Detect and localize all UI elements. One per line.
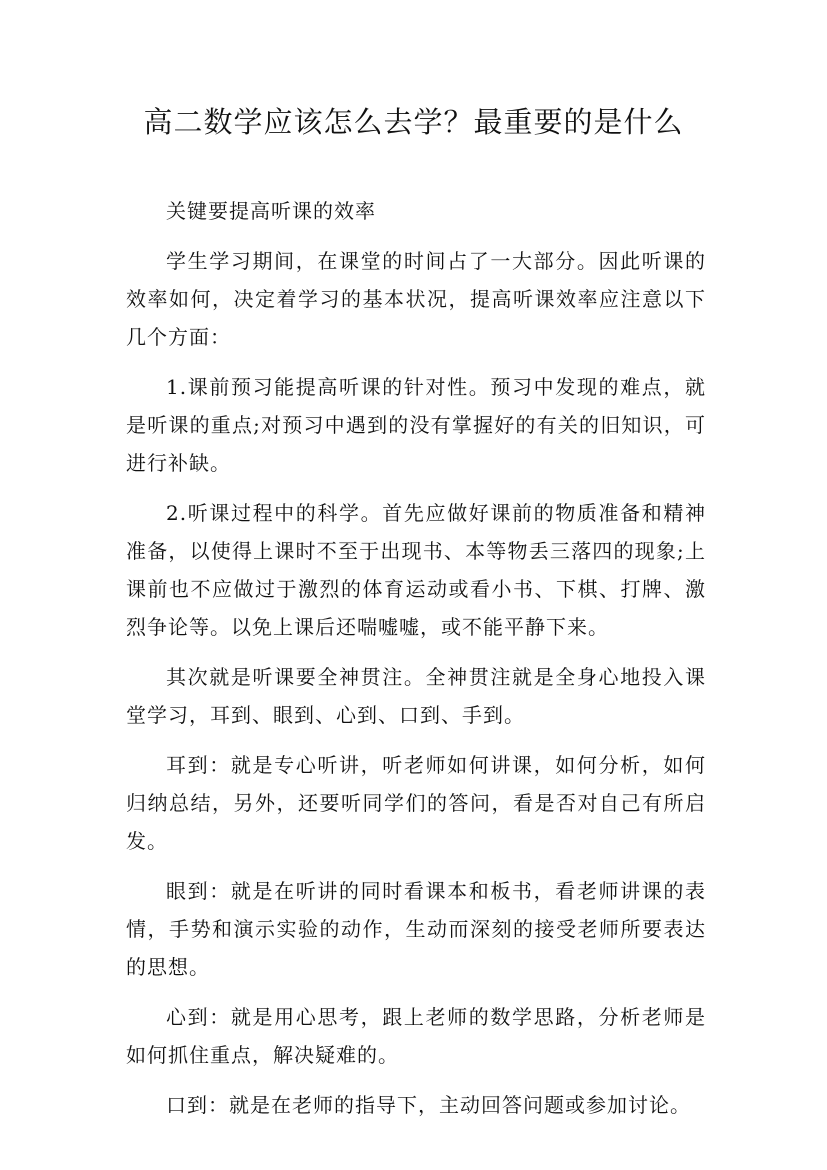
- paragraph: 心到：就是用心思考，跟上老师的数学思路，分析老师是如何抓住重点，解决疑难的。: [126, 1005, 706, 1067]
- paragraph: 1.课前预习能提高听课的针对性。预习中发现的难点，就是听课的重点;对预习中遇到的没有掌握好的有关的旧知识，可进行补缺。: [126, 375, 706, 475]
- paragraph: 学生学习期间，在课堂的时间占了一大部分。因此听课的效率如何，决定着学习的基本状况，提高听课效率应注意以下几个方面：: [126, 249, 706, 349]
- paragraph: 耳到：就是专心听讲，听老师如何讲课，如何分析，如何归纳总结，另外，还要听同学们的答问，看是否对自己有所启发。: [126, 753, 706, 853]
- article-body: [126, 192, 706, 1136]
- paragraph: 眼到：就是在听讲的同时看课本和板书，看老师讲课的表情，手势和演示实验的动作，生动而深刻的接受老师所要表达的思想。: [126, 879, 706, 979]
- paragraph: 口到：就是在老师的指导下，主动回答问题或参加讨论。: [166, 1093, 691, 1117]
- page-title: 高二数学应该怎么去学？最重要的是什么: [143, 105, 684, 139]
- paragraph: 2.听课过程中的科学。首先应做好课前的物质准备和精神准备，以使得上课时不至于出现书、本等物丢三落四的现象;上课前也不应做过于激烈的体育运动或看小书、下棋、打牌、激烈争论等。以免上课后还喘嘘嘘，或不能平静下来。: [126, 501, 706, 639]
- paragraph: 其次就是听课要全神贯注。全神贯注就是全身心地投入课堂学习，耳到、眼到、心到、口到、手到。: [126, 665, 706, 727]
- paragraph-heading: 关键要提高听课的效率: [166, 199, 376, 223]
